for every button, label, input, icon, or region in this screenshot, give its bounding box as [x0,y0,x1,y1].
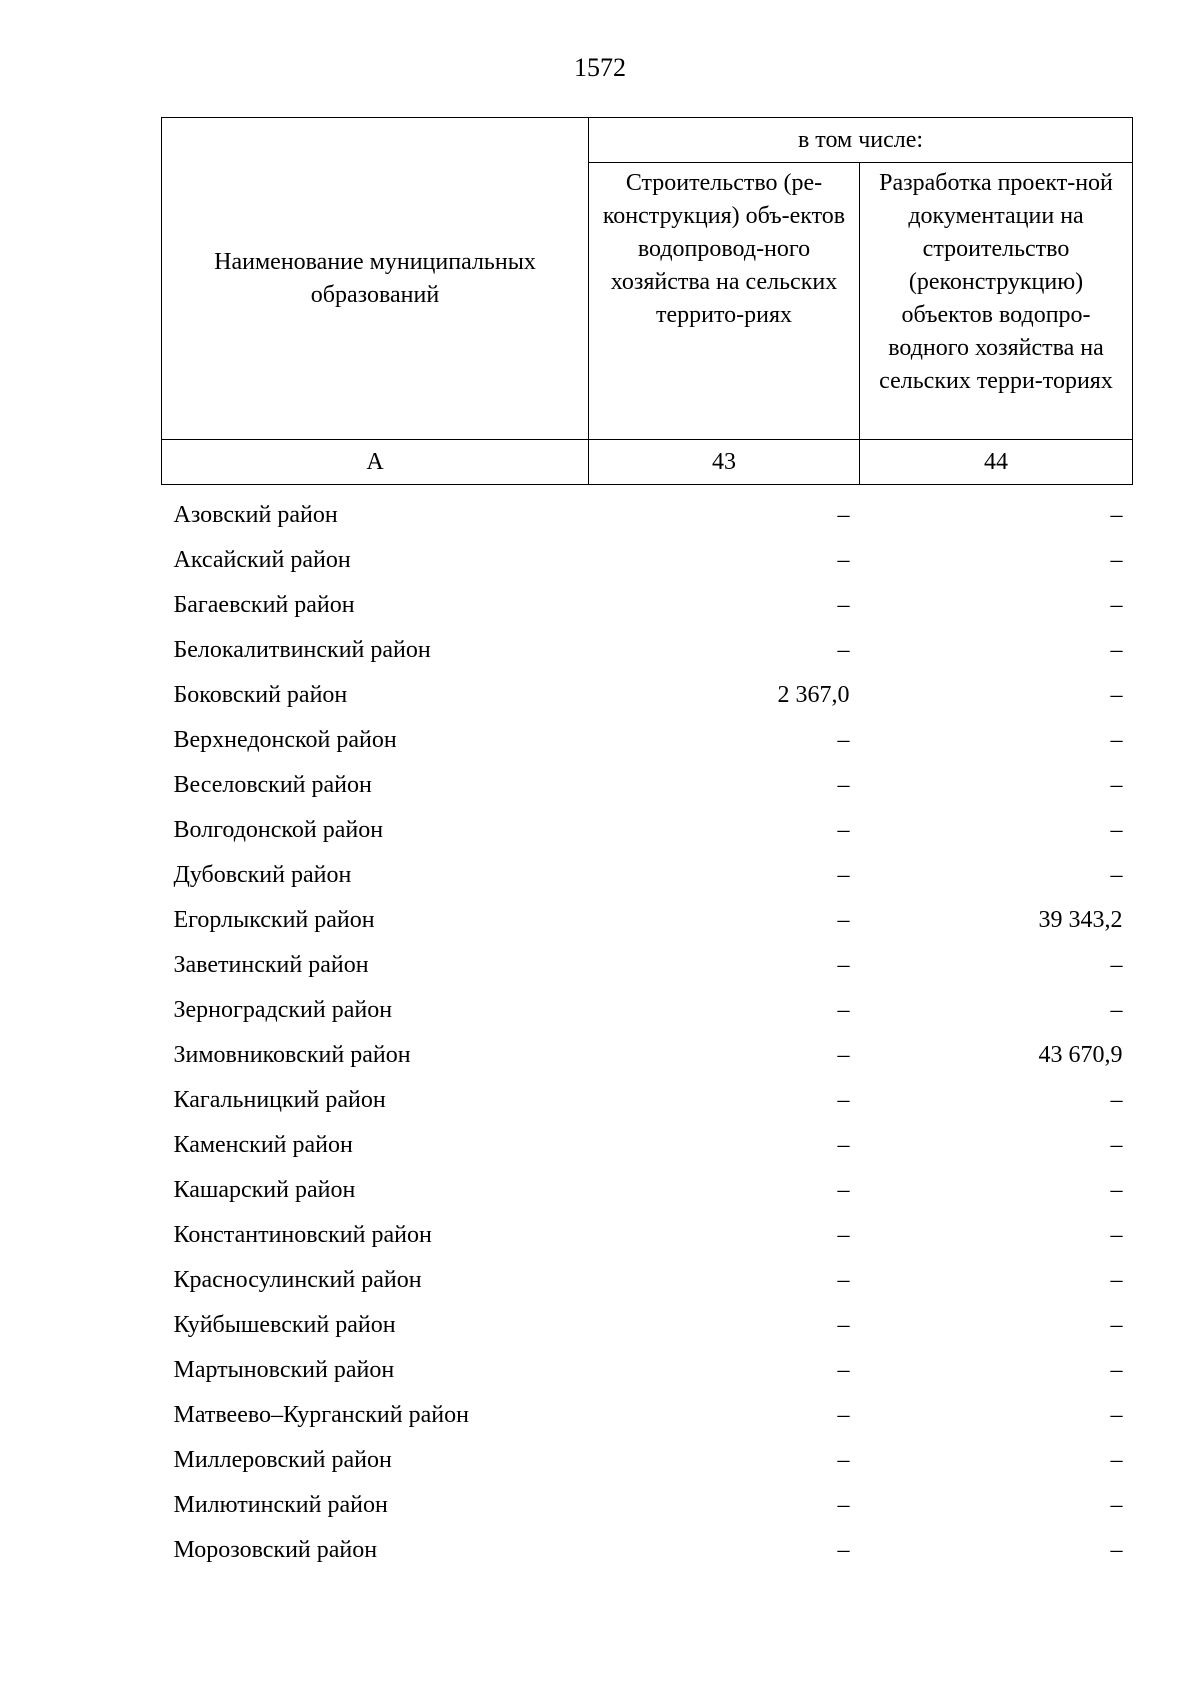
municipality-name: Милютинский район [173,1492,388,1518]
table-row [162,1303,1133,1348]
table-row [162,763,1133,808]
municipality-name: Каменский район [173,1132,353,1158]
table-row [162,1213,1133,1258]
value-col-43: – [837,907,850,933]
value-col-44: 39 343,2 [1038,907,1123,933]
municipality-name: Матвеево–Курганский район [173,1402,469,1428]
municipality-name: Веселовский район [173,772,372,798]
municipality-name: Куйбышевский район [173,1312,396,1338]
municipality-name: Мартыновский район [173,1357,395,1383]
municipality-name: Дубовский район [173,862,352,888]
table-row [162,1393,1133,1438]
municipality-name: Белокалитвинский район [173,637,431,663]
municipality-name: Верхнедонской район [173,727,397,753]
table-row [162,1033,1133,1078]
table-row [162,853,1133,898]
header-including-group: в том числе: [589,118,1133,163]
table-body [162,485,1133,1574]
value-col-43: – [837,952,850,978]
municipality-name: Красносулинский район [173,1267,422,1293]
table-row [162,988,1133,1033]
table-row [162,673,1133,718]
table-row [162,943,1133,988]
value-col-43: – [837,1447,850,1473]
table-row [162,808,1133,853]
value-col-44: – [1110,862,1123,888]
value-col-43: – [837,502,850,528]
value-col-43: – [837,1402,850,1428]
municipality-name: Боковский район [173,682,348,708]
value-col-44: – [1110,1222,1123,1248]
value-col-44: – [1110,772,1123,798]
table-row [162,1258,1133,1303]
value-col-43: – [837,997,850,1023]
municipality-name: Егорлыкский район [173,907,375,933]
value-col-44: – [1110,502,1123,528]
value-col-43: – [837,772,850,798]
municipality-name: Константиновский район [173,1222,432,1248]
value-col-43: 2 367,0 [777,682,850,708]
municipality-name: Заветинский район [173,952,369,978]
value-col-43: – [837,727,850,753]
value-col-44: – [1110,592,1123,618]
value-col-44: – [1110,817,1123,843]
value-col-44: – [1110,1537,1123,1563]
table-row [162,493,1133,538]
value-col-44: – [1110,997,1123,1023]
value-col-43: – [837,1222,850,1248]
table-row [162,898,1133,943]
value-col-43: – [837,1132,850,1158]
value-col-43: – [837,862,850,888]
table-row [162,583,1133,628]
value-col-43: – [837,637,850,663]
page-number: 1572 [574,53,626,82]
table-row [162,718,1133,763]
value-col-44: – [1110,1267,1123,1293]
header-index-row [162,440,1133,485]
value-col-43: – [837,817,850,843]
table-row [162,1348,1133,1393]
table-row [162,1123,1133,1168]
value-col-43: – [837,1042,850,1068]
value-col-44: – [1110,1087,1123,1113]
header-municipality-name: Наименование муниципальных образований [162,118,589,440]
value-col-43: – [837,1357,850,1383]
municipality-name: Зимовниковский район [173,1042,411,1068]
municipality-name: Миллеровский район [173,1447,392,1473]
header-col-44: Разработка проект-ной документации на строительство (реконструкцию) объектов водопро-водного хозяйства на сельских терри-ториях [860,163,1133,440]
value-col-43: – [837,1087,850,1113]
table-row [162,1483,1133,1528]
value-col-44: – [1110,1177,1123,1203]
index-name: А [162,440,589,485]
value-col-44: – [1110,1132,1123,1158]
municipality-name: Кашарский район [173,1177,356,1203]
municipality-name: Зерноградский район [173,997,393,1023]
value-col-43: – [837,547,850,573]
value-col-44: – [1110,1357,1123,1383]
value-col-44: – [1110,637,1123,663]
table-row [162,538,1133,583]
municipality-name: Аксайский район [173,547,351,573]
value-col-44: – [1110,1312,1123,1338]
municipality-name: Азовский район [173,502,338,528]
header-col-43: Строительство (ре-конструкция) объ-ектов водопровод-ного хозяйства на сельских террито-риях [589,163,860,440]
value-col-44: – [1110,1492,1123,1518]
value-col-44: – [1110,1447,1123,1473]
value-col-44: – [1110,952,1123,978]
table-row [162,1078,1133,1123]
value-col-43: – [837,592,850,618]
value-col-44: – [1110,547,1123,573]
value-col-44: – [1110,682,1123,708]
value-col-43: – [837,1537,850,1563]
municipality-name: Волгодонской район [173,817,384,843]
index-43: 43 [589,440,860,485]
value-col-43: – [837,1267,850,1293]
table-row [162,628,1133,673]
value-col-43: – [837,1312,850,1338]
table-row [162,1528,1133,1573]
value-col-44: – [1110,1402,1123,1428]
table-row [162,1168,1133,1213]
municipality-name: Морозовский район [173,1537,378,1563]
municipal-table [161,117,1133,1573]
municipality-name: Кагальницкий район [173,1087,386,1113]
value-col-44: – [1110,727,1123,753]
municipality-name: Багаевский район [173,592,355,618]
value-col-43: – [837,1177,850,1203]
table-row [162,1438,1133,1483]
index-44: 44 [860,440,1133,485]
table-header [162,118,1133,485]
value-col-43: – [837,1492,850,1518]
value-col-44: 43 670,9 [1038,1042,1123,1068]
